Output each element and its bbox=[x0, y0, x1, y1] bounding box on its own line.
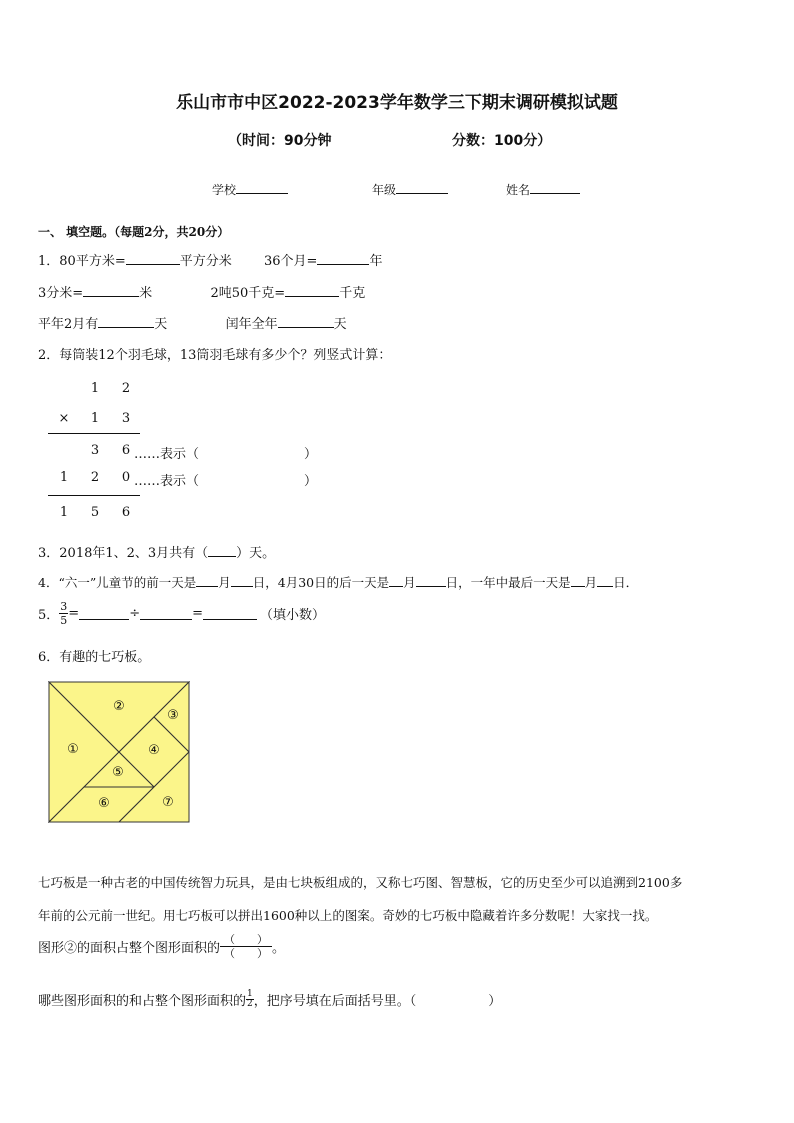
grade-field[interactable] bbox=[372, 181, 448, 198]
section-heading: 一、 填空题。（每题2分，共20分） bbox=[38, 225, 230, 239]
fraction-3-5: $\frac{3}{5}$ bbox=[60, 600, 68, 627]
digit: 2 bbox=[121, 381, 131, 396]
q1-line2: 3分米= 米 2吨50千克= 千克 bbox=[38, 286, 366, 301]
school-blank[interactable] bbox=[236, 181, 288, 194]
q1-blank-3[interactable] bbox=[83, 284, 139, 297]
answer-fraction[interactable]: $\frac{( )}{( )}$ bbox=[220, 933, 272, 960]
q1-blank-4[interactable] bbox=[285, 284, 339, 297]
school-field[interactable] bbox=[212, 181, 288, 198]
piece-label-4: ④ bbox=[148, 743, 160, 758]
digit: 3 bbox=[121, 411, 131, 426]
q6-ask-1: 图形②的面积占整个图形面积的 $\frac{( )}{( )}$ 。 bbox=[38, 933, 286, 960]
q2-text: 2．每筒装12个羽毛球，13筒羽毛球有多少个？列竖式计算： bbox=[38, 348, 392, 363]
digit: 5 bbox=[90, 505, 100, 520]
q5-blank-3[interactable] bbox=[203, 607, 257, 620]
grade-blank[interactable] bbox=[396, 181, 448, 194]
note-2: ……表示（ ） bbox=[134, 474, 318, 489]
digit: 1 bbox=[90, 381, 100, 396]
q3-text: 3．2018年1、2、3月共有（ ）天。 bbox=[38, 546, 276, 561]
piece-label-5: ⑤ bbox=[112, 765, 124, 780]
q6-ask-2: 哪些图形面积的和占整个图形面积的 $\frac{1}{2}$ ，把序号填在后面括号里。（ ） bbox=[38, 989, 502, 1009]
q6-para-1: 七巧板是一种古老的中国传统智力玩具，是由七块板组成的，又称七巧图、智慧板，它的历史至少可以追溯到2100多 bbox=[38, 875, 683, 890]
name-field[interactable] bbox=[506, 181, 580, 198]
exam-score: 分数：100分） bbox=[452, 133, 552, 149]
piece-label-6: ⑥ bbox=[98, 796, 110, 811]
digit: 0 bbox=[121, 470, 131, 485]
q1-line3: 平年2月有 天 闰年全年 天 bbox=[38, 317, 347, 332]
q1-blank-1[interactable] bbox=[126, 252, 180, 265]
digit: 3 bbox=[90, 443, 100, 458]
q1-line1: 1．80平方米= 平方分米 36个月= 年 bbox=[38, 254, 383, 269]
times-sign: × bbox=[58, 411, 70, 426]
q6-text: 6．有趣的七巧板。 bbox=[38, 650, 151, 665]
q1-blank-2[interactable] bbox=[317, 252, 369, 265]
q3-blank[interactable] bbox=[208, 544, 236, 557]
q1-blank-5[interactable] bbox=[98, 315, 154, 328]
digit: 2 bbox=[90, 470, 100, 485]
q4-blank[interactable] bbox=[196, 574, 218, 587]
q5-blank-1[interactable] bbox=[79, 607, 129, 620]
q5-blank-2[interactable] bbox=[140, 607, 192, 620]
q5-text: 5． $\frac{3}{5}$ = ÷ = （填小数） bbox=[38, 600, 326, 627]
calc-line bbox=[48, 495, 140, 496]
digit: 6 bbox=[121, 505, 131, 520]
exam-time: （时间：90分钟 bbox=[228, 133, 332, 149]
q4-text: 4．“六一”儿童节的前一天是 月 日，4月30日的后一天是 月 日，一年中最后一天是 月 日． bbox=[38, 575, 639, 590]
piece-label-3: ③ bbox=[167, 708, 179, 723]
fraction-1-2: $\frac{1}{2}$ bbox=[247, 989, 253, 1009]
name-blank[interactable] bbox=[530, 181, 580, 194]
q4-blank[interactable] bbox=[389, 574, 403, 587]
q6-para-2: 年前的公元前一世纪。用七巧板可以拼出1600种以上的图案。奇妙的七巧板中隐藏着许多分数呢！大家找一找。 bbox=[38, 908, 658, 923]
q4-blank[interactable] bbox=[416, 574, 446, 587]
page-title: 乐山市市中区2022-2023学年数学三下期末调研模拟试题 bbox=[176, 93, 618, 113]
digit: 1 bbox=[59, 470, 69, 485]
name-label: 姓名 bbox=[506, 183, 531, 197]
tangram-figure bbox=[48, 681, 190, 823]
digit: 1 bbox=[59, 505, 69, 520]
grade-label: 年级 bbox=[372, 183, 397, 197]
piece-label-7: ⑦ bbox=[162, 795, 174, 810]
piece-label-1: ① bbox=[67, 742, 79, 757]
q4-blank[interactable] bbox=[597, 574, 613, 587]
digit: 1 bbox=[90, 411, 100, 426]
digit: 6 bbox=[121, 443, 131, 458]
school-label: 学校 bbox=[212, 183, 237, 197]
piece-label-2: ② bbox=[113, 699, 125, 714]
q4-blank[interactable] bbox=[571, 574, 585, 587]
calc-line bbox=[48, 433, 140, 434]
q4-blank[interactable] bbox=[231, 574, 253, 587]
q1-blank-6[interactable] bbox=[278, 315, 334, 328]
note-1: ……表示（ ） bbox=[134, 447, 318, 462]
